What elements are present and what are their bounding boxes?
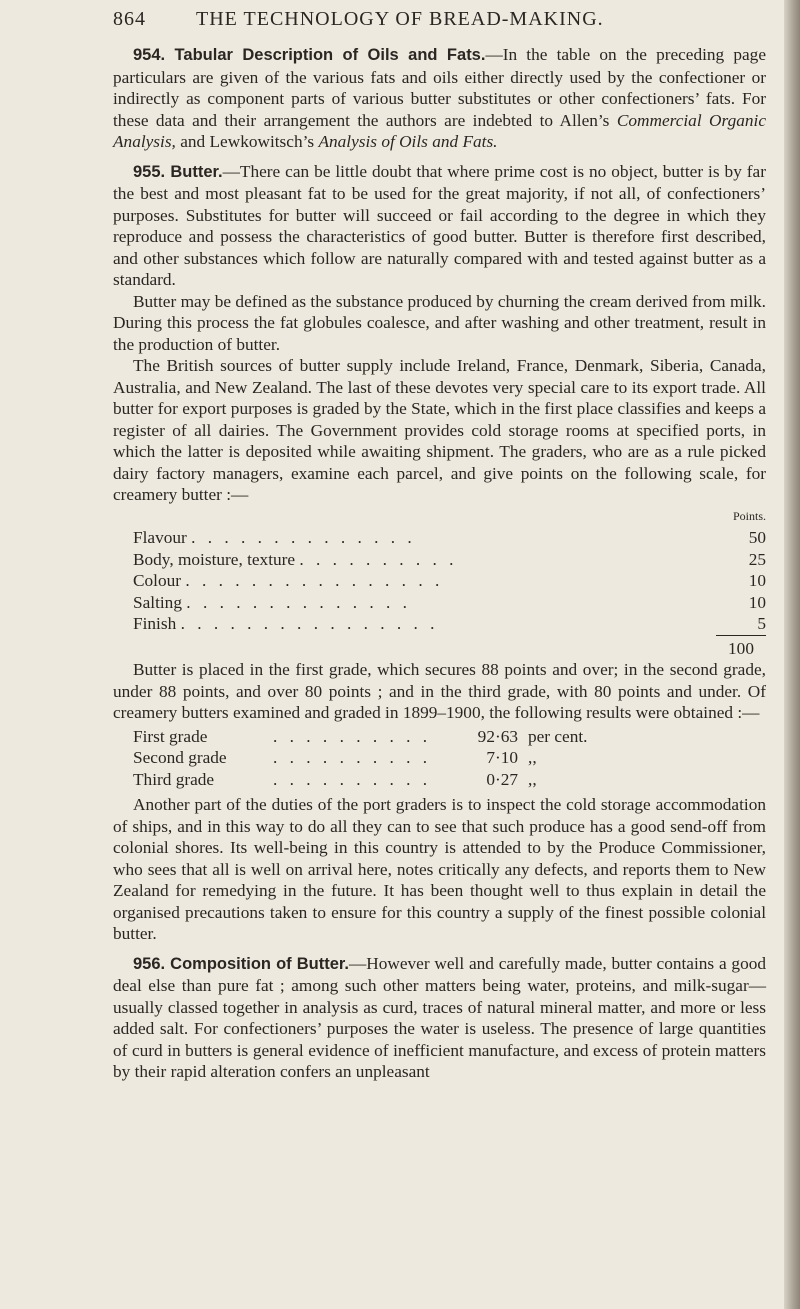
- table-row: Colour . . . . . . . . . . . . . . . . 10: [133, 571, 766, 590]
- section-956: [113, 953, 766, 1083]
- section-955-p4: Butter is placed in the first grade, which secures 88 points and over; in the second grade, under 88 points, and over 80 points ; and in the third grade, with 80 points and under. Of creamery butters examined and graded in 1899–1900, the following results were obtained :—: [113, 660, 766, 722]
- scale-total: 100: [716, 635, 766, 659]
- grade-value: 0·27: [486, 769, 518, 789]
- table-row: Second grade . . . . . . . . . . 7·10 ,,: [133, 747, 588, 769]
- scale-label: Body, moisture, texture: [133, 549, 296, 569]
- grade-unit: ,,: [528, 769, 537, 789]
- section-955-text: —There can be little doubt that where prime cost is no object, butter is by far the best and most pleasant fat to be used for the great majority, if not all, of confectioners’ purposes. Substitutes for butter will succeed or fail according to the degree in which they reproduce and possess the characteristics of good butter. Butter is therefore first described, and other substances which follow are naturally compared with and tested against butter as a standard.: [113, 161, 766, 289]
- grade-value: 7·10: [486, 748, 518, 767]
- scale-points: 10: [748, 571, 766, 590]
- scale-points: 25: [748, 549, 766, 569]
- grading-results-table: [133, 726, 588, 791]
- grade-label: Third grade: [133, 769, 215, 789]
- section-955-p3: The British sources of butter supply include Ireland, France, Denmark, Siberia, Canada, Australia, and New Zealand. The last of these devotes very special care to its export trade. All butter for export purposes is graded by the State, which in the first place classifies and keeps a register of all dairies. The Government provides cold storage rooms at specified ports, in which the latter is deposited while awaiting shipment. The graders, who are as a rule picked dairy factory managers, examine each parcel, and give points on the following scale, for creamery butter :—: [113, 356, 766, 504]
- grade-label: Second grade: [133, 748, 227, 767]
- scale-label: Finish: [133, 614, 177, 634]
- grade-unit: ,,: [528, 748, 537, 767]
- section-955-p5: Another part of the duties of the port graders is to inspect the cold storage accommodation of ships, and in this way to do all they can to see that such produce has a good send-off from colonial shores. Its well-being in this country is attended to by the Produce Commissioner, who sees that all is well on arrival here, notes critically any defects, and reports them to New Zealand for remedying in the future. It has been thought well to thus explain in detail the organised precautions taken to ensure for this country a supply of the finest possible colonial butter.: [113, 795, 766, 943]
- scoring-scale-table: [133, 506, 766, 660]
- section-956-heading: 956. Composition of Butter.: [133, 954, 349, 973]
- body-text: [113, 44, 766, 1083]
- grade-unit: per cent.: [528, 726, 588, 746]
- scale-points: 10: [748, 592, 766, 612]
- scale-points: 50: [748, 528, 766, 547]
- section-955-heading: 955. Butter.: [133, 162, 223, 181]
- section-955-p1: [113, 161, 766, 291]
- scale-points: 5: [757, 614, 766, 633]
- table-row: Finish . . . . . . . . . . . . . . . . 5: [133, 614, 766, 634]
- section-954-text-mid: and Lewkowitsch’s: [175, 132, 319, 151]
- running-header: [113, 8, 713, 34]
- scale-label: Salting: [133, 592, 182, 612]
- table-row: Salting . . . . . . . . . . . . . . 10: [133, 592, 766, 612]
- page-edge-shadow: [784, 0, 800, 1309]
- table-row: Flavour . . . . . . . . . . . . . . 50: [133, 528, 766, 547]
- section-954: [113, 44, 766, 153]
- grade-label: First grade: [133, 726, 208, 746]
- section-954-text: —In the table on the preceding page particulars are given of the various fats and oils either directly used by the confectioner or indirectly as component parts of various butter substitutes or other confectioners’ fats. For these data and their arrangement the authors are indebted to Allen’s: [113, 45, 766, 130]
- points-heading: Points.: [732, 508, 766, 523]
- grade-value: 92·63: [477, 726, 518, 746]
- table-row: Body, moisture, texture . . . . . . . . . . 25: [133, 549, 766, 569]
- reference-analysis-of-oils-and-fats: Analysis of Oils and Fats.: [318, 132, 498, 151]
- table-row: First grade . . . . . . . . . . 92·63 per cent.: [133, 726, 588, 746]
- reference-commercial-organic-analysis: Commercial Organic Analysis,: [113, 110, 766, 151]
- section-955-p2: Butter may be defined as the substance produced by churning the cream derived from milk. During this process the fat globules coalesce, and after washing and other treatment, result in the production of butter.: [113, 291, 766, 354]
- scale-label: Flavour: [133, 528, 187, 547]
- scale-label: Colour: [133, 571, 182, 590]
- page-number: 864: [113, 8, 146, 30]
- running-title: THE TECHNOLOGY OF BREAD-MAKING.: [196, 8, 604, 30]
- table-row: Third grade . . . . . . . . . . 0·27 ,,: [133, 769, 588, 791]
- section-954-heading: 954. Tabular Description of Oils and Fats.: [133, 46, 486, 64]
- section-956-text: —However well and carefully made, butter contains a good deal else than pure fat ; among such other matters being water, proteins, and milk-sugar—usually classed together in analysis as curd, traces of natural mineral matter, and more or less added salt. For confectioners’ purposes the water is useless. The presence of large quantities of curd in butters is general evidence of inefficient manufacture, and excess of protein matters by their rapid alteration confers an unpleasant: [113, 953, 766, 1081]
